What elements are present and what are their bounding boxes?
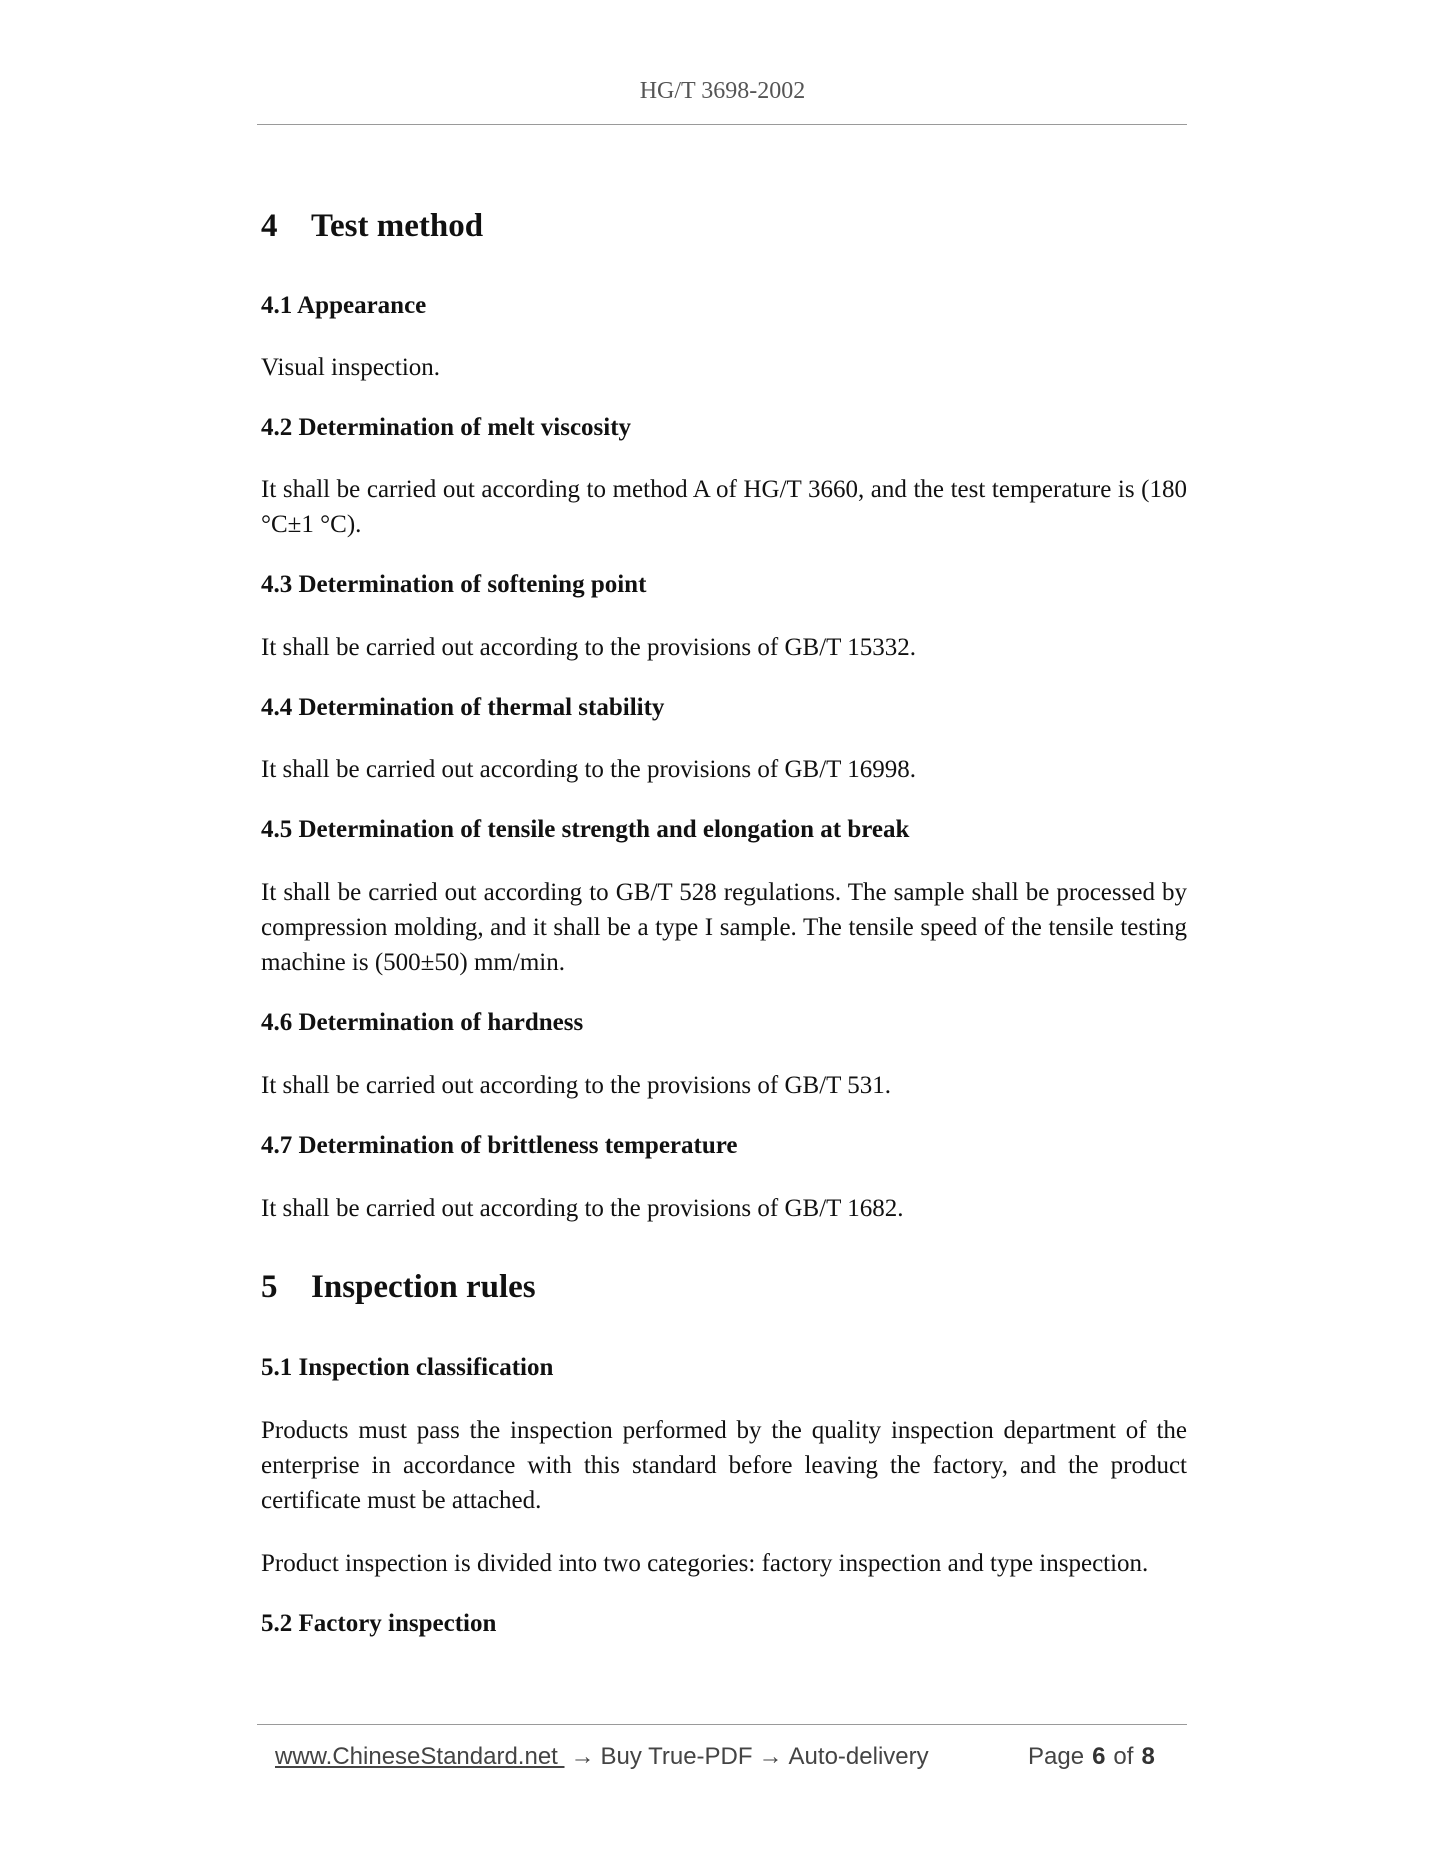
arrow-right-icon: → bbox=[758, 1743, 783, 1770]
section-4-6-text: It shall be carried out according to the provisions of GB/T 531. bbox=[261, 1072, 891, 1099]
arrow-right-icon: → bbox=[570, 1743, 595, 1770]
of-label: of bbox=[1113, 1743, 1134, 1770]
section-4-7-text: It shall be carried out according to the provisions of GB/T 1682. bbox=[261, 1195, 904, 1222]
section-4-3-heading: 4.3 Determination of softening point bbox=[261, 571, 647, 598]
section-4-4-heading: 4.4 Determination of thermal stability bbox=[261, 694, 665, 721]
section-4-4-text: It shall be carried out according to the provisions of GB/T 16998. bbox=[261, 756, 916, 783]
footer-links bbox=[275, 1743, 929, 1771]
section-4-3-text: It shall be carried out according to the provisions of GB/T 15332. bbox=[261, 634, 916, 661]
section-5-1-text-1: Products must pass the inspection performed by the quality inspection department of the enterprise in accordance with this standard before leaving the factory, and the product certificate must be attached. bbox=[261, 1417, 1187, 1514]
section-4-5-heading: 4.5 Determination of tensile strength and elongation at break bbox=[261, 816, 910, 843]
section-number: 5 bbox=[261, 1269, 278, 1305]
section-4-1-heading: 4.1 Appearance bbox=[261, 292, 427, 319]
auto-delivery-label: Auto-delivery bbox=[788, 1743, 929, 1770]
page-indicator bbox=[1028, 1743, 1163, 1771]
section-5-2-heading: 5.2 Factory inspection bbox=[261, 1610, 497, 1637]
header-divider bbox=[257, 124, 1187, 125]
section-4-7-heading: 4.7 Determination of brittleness temperature bbox=[261, 1132, 738, 1159]
section-number: 4 bbox=[261, 208, 278, 244]
section-4-5-text: It shall be carried out according to GB/T 528 regulations. The sample shall be processed by compression molding, and it shall be a type I sample. The tensile speed of the tensile testing machine is (500±50) mm/min. bbox=[261, 879, 1187, 976]
section-4-heading bbox=[261, 208, 483, 245]
site-link[interactable]: www.ChineseStandard.net bbox=[275, 1743, 565, 1770]
page-total: 8 bbox=[1141, 1743, 1155, 1770]
page-label: Page bbox=[1028, 1743, 1085, 1770]
section-title: Inspection rules bbox=[311, 1269, 536, 1305]
document-code: HG/T 3698-2002 bbox=[639, 78, 806, 104]
page-current: 6 bbox=[1092, 1743, 1106, 1770]
section-4-1-text: Visual inspection. bbox=[261, 354, 441, 381]
section-5-heading bbox=[261, 1269, 536, 1306]
section-title: Test method bbox=[311, 208, 484, 244]
section-5-1-text-2: Product inspection is divided into two categories: factory inspection and type inspection. bbox=[261, 1550, 1149, 1577]
section-4-2-heading: 4.2 Determination of melt viscosity bbox=[261, 414, 632, 441]
footer-divider bbox=[257, 1724, 1187, 1725]
section-4-6-heading: 4.6 Determination of hardness bbox=[261, 1009, 584, 1036]
section-4-2-text: It shall be carried out according to method A of HG/T 3660, and the test temperature is (180 °C±1 °C). bbox=[261, 476, 1187, 538]
buy-pdf-label: Buy True-PDF bbox=[600, 1743, 753, 1770]
section-5-1-heading: 5.1 Inspection classification bbox=[261, 1354, 554, 1381]
